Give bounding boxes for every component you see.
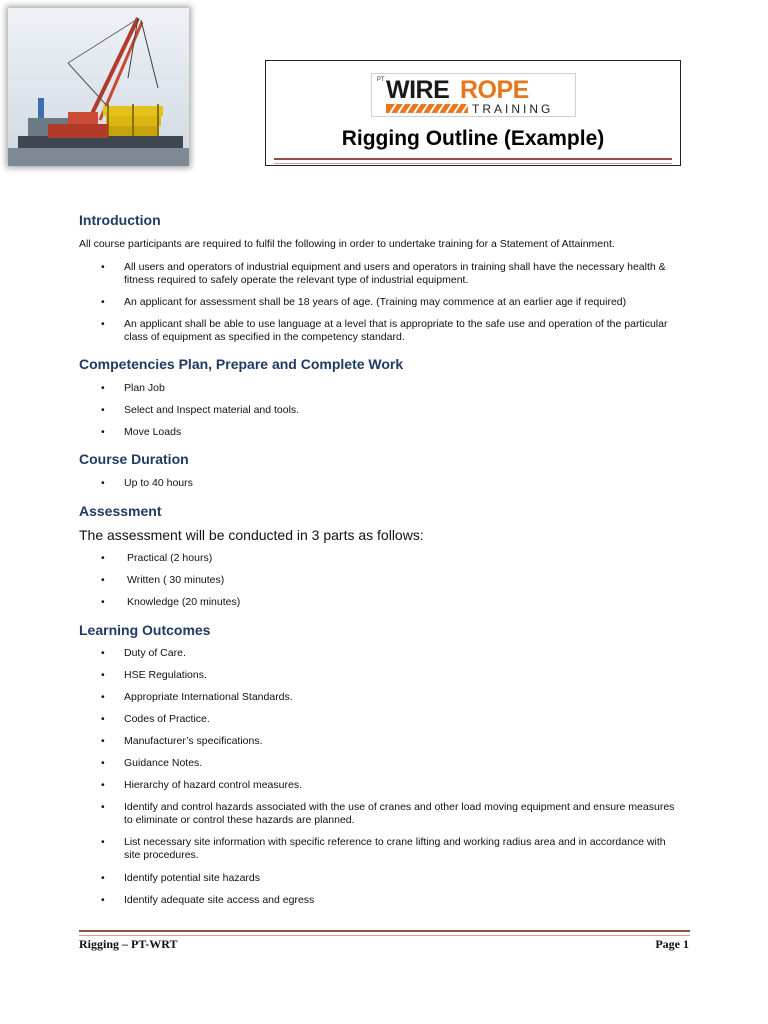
bullet-icon: • [101, 596, 105, 608]
footer-page-number: Page 1 [655, 937, 689, 951]
assessment-lead-text: The assessment will be conducted in 3 parts as follows: [79, 527, 424, 543]
heading-course-duration: Course Duration [79, 451, 189, 467]
bullet-icon: • [101, 647, 105, 659]
bullet-icon: • [101, 477, 105, 489]
bullet-icon: • [101, 691, 105, 703]
bullet-icon: • [101, 735, 105, 747]
list-item-text: All users and operators of industrial equipment and users and operators in training shall have the necessary health & fitness required to safely operate the relevant type of industrial equipment. [124, 261, 666, 286]
list-item-text: Practical (2 hours) [127, 552, 213, 564]
bullet-icon: • [101, 261, 105, 273]
logo-pt-text: PT [377, 77, 385, 83]
document-header [265, 60, 681, 166]
list-item-text: Identify and control hazards associated with the use of cranes and other load moving equipment and ensure measures to eliminate or control these hazards are planned. [124, 801, 675, 826]
bullet-icon: • [101, 894, 105, 906]
heading-assessment: Assessment [79, 503, 162, 519]
bullet-icon: • [101, 757, 105, 769]
bullet-icon: • [101, 801, 105, 813]
bullet-icon: • [101, 426, 105, 438]
bullet-icon: • [101, 296, 105, 308]
bullet-icon: • [101, 713, 105, 725]
list-item-text: Knowledge (20 minutes) [127, 596, 241, 608]
list-item-text: List necessary site information with specific reference to crane lifting and working radius area and in accordance with site procedures. [124, 836, 666, 861]
logo-training-text: TRAINING [472, 102, 554, 116]
list-item-text: HSE Regulations. [124, 669, 207, 681]
wire-rope-training-logo [371, 73, 576, 117]
bullet-icon: • [101, 669, 105, 681]
list-item-text: Guidance Notes. [124, 757, 203, 769]
bullet-icon: • [101, 779, 105, 791]
heading-competencies: Competencies Plan, Prepare and Complete Work [79, 356, 404, 372]
list-item-text: Written ( 30 minutes) [127, 574, 225, 586]
bullet-icon: • [101, 574, 105, 586]
list-item-text: Hierarchy of hazard control measures. [124, 779, 302, 791]
bullet-icon: • [101, 404, 105, 416]
list-item-text: Move Loads [124, 426, 182, 438]
heading-learning-outcomes: Learning Outcomes [79, 622, 211, 638]
heading-introduction: Introduction [79, 212, 161, 228]
bullet-icon: • [101, 382, 105, 394]
document-title: Rigging Outline (Example) [341, 127, 605, 150]
list-item-text: Duty of Care. [124, 647, 186, 659]
list-item-text: Manufacturer’s specifications. [124, 735, 263, 747]
list-item-text: Plan Job [124, 382, 165, 394]
bullet-icon: • [101, 836, 105, 848]
header-divider [274, 158, 672, 164]
list-item-text: Up to 40 hours [124, 477, 193, 489]
footer-divider [79, 930, 690, 936]
list-item-text: Select and Inspect material and tools. [124, 404, 300, 416]
introduction-text: All course participants are required to fulfil the following in order to undertake training for a Statement of Attainment. [79, 238, 615, 250]
crane-platform-image [8, 8, 189, 166]
bullet-icon: • [101, 552, 105, 564]
logo-stripes-icon [386, 104, 468, 113]
list-item-text: An applicant shall be able to use language at a level that is appropriate to the safe use and operation of the particular class of equipment as specified in the competency standard. [124, 318, 668, 343]
bullet-icon: • [101, 872, 105, 884]
bullet-icon: • [101, 318, 105, 330]
footer-document-label: Rigging – PT-WRT [79, 937, 178, 951]
offshore-crane-photo [8, 8, 189, 166]
list-item-text: Codes of Practice. [124, 713, 210, 725]
list-item-text: Identify adequate site access and egress [124, 894, 315, 906]
list-item-text: An applicant for assessment shall be 18 years of age. (Training may commence at an earlier age if required) [124, 296, 627, 308]
logo-rope-text: ROPE [460, 76, 529, 104]
list-item-text: Appropriate International Standards. [124, 691, 293, 703]
list-item-text: Identify potential site hazards [124, 872, 260, 884]
logo-wire-text: WIRE [386, 76, 450, 104]
